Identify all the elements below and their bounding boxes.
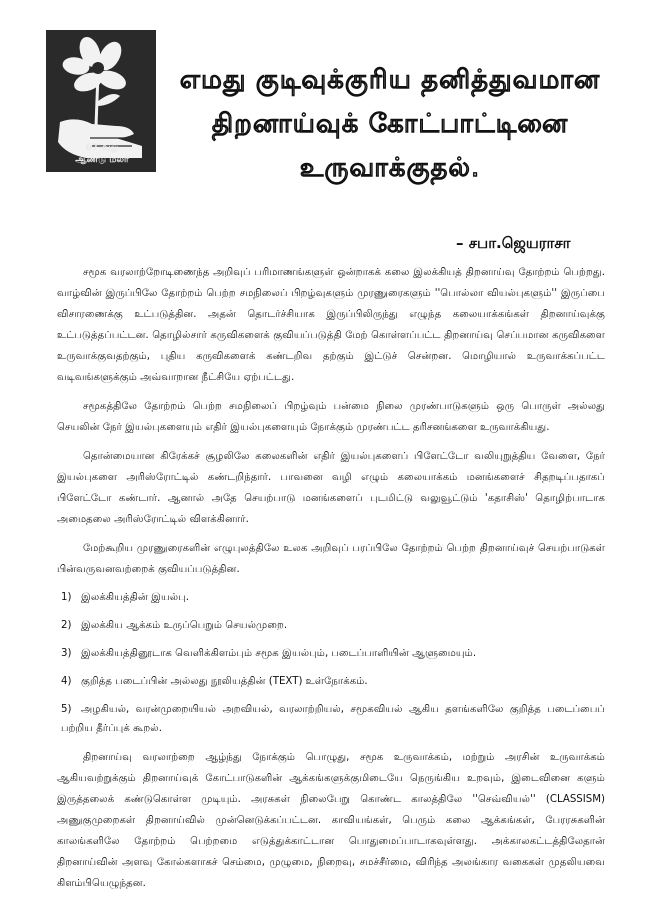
title-line-3: உருவாக்குதல். xyxy=(299,153,481,183)
list-number: 3) xyxy=(61,648,72,659)
list-number: 4) xyxy=(61,676,72,687)
list-item xyxy=(57,588,605,607)
paragraph-2: சமூகத்திலே தோற்றம் பெற்ற சமநிலைப் பிறழ்வும் பன்மை நிலை முரண்பாடுகளும் ஒரு பொருள் அல்லது செயலின் நேர் இயல்புகளையும் எதிர் இயல்புகளையும் நோக்கும் முரண்பட்ட தரிசனங்களை உருவாக்கியது. xyxy=(57,401,605,433)
criteria-list xyxy=(57,588,605,738)
paragraph-5: திறனாய்வு வரலாற்றை ஆழ்ந்து நோக்கும் பொழுது, சமூக உருவாக்கம், மற்றும் அரசின் உருவாக்கம் ஆகியவற்றுக்கும் திறனாய்வுக் கோட்பாடுகளின் ஆக்கங்களுக்குமிடையே நெருங்கிய உறவும், இடைவினை களும் இருத்தலைக் கண்டுகொள்ள முடியும். அரசுகள் நிலைபேறு கொண்ட காலத்திலே ''செவ்வியல்'' (CLASSISM) அணுகுமுறைகள் திறனாய்வில் முன்னெடுக்கப்பட்டன. காவியங்கள், பெரும் கலை ஆக்கங்கள், பேரரசுகளின் காலங்களிலே தோற்றம் பெற்றமை எடுத்துக்காட்டான பொதுமைப்பாடாகவுள்ளது. அக்காலகட்டத்திலேதான் திறனாய்வின் அளவு கோல்களாகச் செம்மை, முழுமை, நிறைவு, சமச்சீர்மை, விரிந்த அலங்கார வகைகள் முதலியவை கிளம்பியெழுந்தன. xyxy=(57,752,605,889)
paragraph-1: சமூக வரலாற்றோடிணைந்த அறிவுப் பரிமாணங்களுள் ஒன்றாகக் கலை இலக்கியத் திறனாய்வு தோற்றம் பெற்றது. வாழ்வின் இருப்பிலே தோற்றம் பெற்ற சமநிலைப் பிறழ்வுகளும் முரணுரைகளும் ''பொல்லா வியல்புகளும்'' இருப்பை விசாரணைக்கு உட்படுத்தின. அதன் தொடர்ச்சியாக இருப்பிலிருந்து எழுந்த கலையாக்கங்கள் திறனாய்வுக்கு உட்படுத்தப்பட்டன. தொழில்சார் கருவிகளைக் குவியப்படுத்தி மேற் கொள்ளப்பட்ட திறனாய்வு செப்பமான கருவிகளை உருவாக்குவதற்கும், புதிய கருவிகளைக் கண்டறிவ தற்கும் இட்டுச் சென்றன. மொழியால் உருவாக்கப்பட்ட வடிவங்களுக்கும் அவ்வாறான நீட்சியே ஏற்பட்டது. xyxy=(57,267,605,383)
logo-caption-line2: ஆண்டு மலர் xyxy=(75,155,129,165)
list-text: இலக்கியத்தினூடாக வெளிக்கிளம்பும் சமூக இயல்பும், படைப்பாளியின் ஆளுமையும். xyxy=(81,648,477,659)
list-item xyxy=(57,700,605,738)
list-text: குறித்த படைப்பின் அல்லது நூலியத்தின் (TEXT) உள்நோக்கம். xyxy=(81,676,368,687)
paragraph-4: மேற்கூறிய முரணுரைகளின் எழுபுலத்திலே உலக அறிவுப் பரப்பிலே தோற்றம் பெற்ற திறனாய்வுச் செயற்பாடுகள் பின்வருவனவற்றைக் குவியப்படுத்தின. xyxy=(57,543,605,575)
list-number: 2) xyxy=(61,620,72,631)
title-line-2: திறனாய்வுக் கோட்பாட்டினை xyxy=(211,109,569,139)
list-number: 5) xyxy=(61,704,72,715)
list-item xyxy=(57,616,605,635)
list-item xyxy=(57,672,605,691)
list-number: 1) xyxy=(61,592,72,603)
list-text: அழகியல், வரன்முறையியல் அறவியல், வரலாற்றியல், சமூகவியல் ஆகிய தளங்களிலே குறித்த படைப்பைப் பற்றிய தீர்ப்புக் கூறல். xyxy=(61,704,605,734)
anniversary-logo xyxy=(46,30,156,172)
list-text: இலக்கிய ஆக்கம் உருப்பெறும் செயல்முறை. xyxy=(81,620,288,631)
article-title xyxy=(170,58,610,190)
paragraph-3: தொன்மையான கிரேக்கச் சூழலிலே கலைகளின் எதிர் இயல்புகளைப் பிளேட்டோ வலியுறுத்திய வேளை, நேர் இயல்புகளை அரிஸ்ரோட்டில் கண்டறிந்தார். பாவனை வழி எழும் கலையாக்கம் மனங்களைச் சிதறடிப்பதாகப் பிளேட்டோ கண்டார். ஆனால் அதே செயற்பாடு மனங்களைப் புடமிட்டு வலுவூட்டும் 'கதாசிஸ்' தொழிற்பாடாக அமைதலை அரிஸ்ரோட்டில் விளக்கினார். xyxy=(57,451,605,525)
list-item xyxy=(57,644,605,663)
logo-caption-line1: 67-வது xyxy=(85,143,119,153)
list-text: இலக்கியத்தின் இயல்பு. xyxy=(81,592,189,603)
author-byline: – சபா.ஜெயராசா xyxy=(456,234,571,252)
article-body xyxy=(57,262,605,902)
title-line-1: எமது குடிவுக்குரிய தனித்துவமான xyxy=(179,65,601,95)
